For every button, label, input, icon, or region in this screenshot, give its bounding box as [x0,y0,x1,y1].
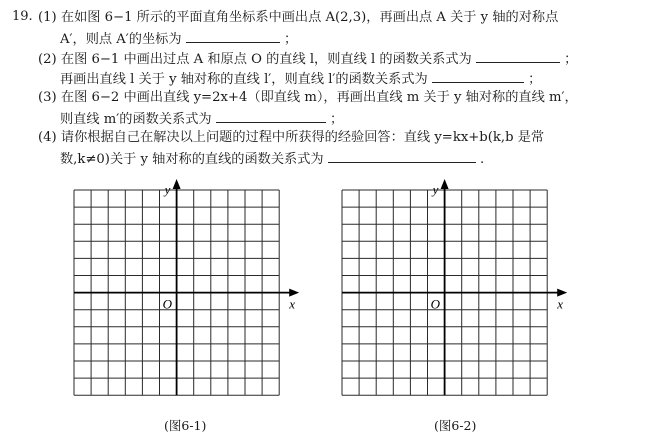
coordinate-grid-6-2[interactable] [334,178,572,410]
part-2-cont: 再画出直线 l 关于 y 轴对称的直线 l′，则直线 l′的函数关系式为 [60,72,428,87]
part-1-number: (1) [38,10,57,25]
origin-label: O [162,296,172,312]
x-axis-arrow-icon [289,289,299,297]
part-3-line-1 [38,89,578,107]
part-4-line-2 [60,149,484,169]
part-3-number: (3) [38,90,57,105]
part-1-line-2 [60,29,297,49]
answer-blank-1[interactable] [186,29,280,43]
answer-blank-3[interactable] [432,69,524,83]
part-4-text: 请你根据自己在解决以上问题的过程中所获得的经验回答：直线 y=kx+b(k,b 是常 [60,130,545,145]
part-2-number: (2) [38,52,57,67]
figure-6-2-caption: (图6-2) [434,418,477,433]
x-axis-label: x [557,296,563,312]
part-1-end: ； [283,32,298,47]
part-2-line-1 [38,49,577,69]
part-2-end: ； [564,52,578,67]
coordinate-grid-6-1[interactable] [66,178,304,410]
part-3-line-2 [60,109,343,129]
y-axis-arrow-icon [173,179,181,189]
part-3-end: ； [329,112,344,127]
origin-label: O [430,296,440,312]
part-2-text: 在图 6−1 中画出过点 A 和原点 O 的直线 l，则直线 l 的函数关系式为 [60,52,472,67]
part-1-line-1 [38,9,558,27]
part-4-cont: 数,k≠0)关于 y 轴对称的直线的函数关系式为 [60,152,324,167]
part-1-cont: A′，则点 A′的坐标为 [60,32,182,47]
y-axis-label: y [432,182,439,197]
y-axis-label: y [164,182,171,197]
part-4-end: . [480,152,485,167]
answer-blank-4[interactable] [216,109,326,123]
part-4-number: (4) [38,130,57,145]
y-axis-arrow-icon [441,179,449,189]
answer-blank-5[interactable] [328,149,476,163]
answer-blank-2[interactable] [476,49,560,63]
part-3-text: 在图 6−2 中画出直线 y=2x+4（即直线 m），再画出直线 m 关于 y 轴对称的直线 m′， [60,90,578,105]
part-2-line-2 [60,69,541,89]
part-4-line-1 [38,129,544,147]
part-1-text: 在如图 6−1 所示的平面直角坐标系中画出点 A(2,3)，再画出点 A 关于 y 轴的对称点 [60,10,559,25]
figure-6-1-caption: (图6-1) [164,418,207,433]
question-number: 19. [12,9,33,24]
x-axis-arrow-icon [557,289,567,297]
part-2-cont-end: ； [528,72,542,87]
part-3-cont: 则直线 m′的函数关系式为 [60,112,212,127]
x-axis-label: x [289,296,295,312]
